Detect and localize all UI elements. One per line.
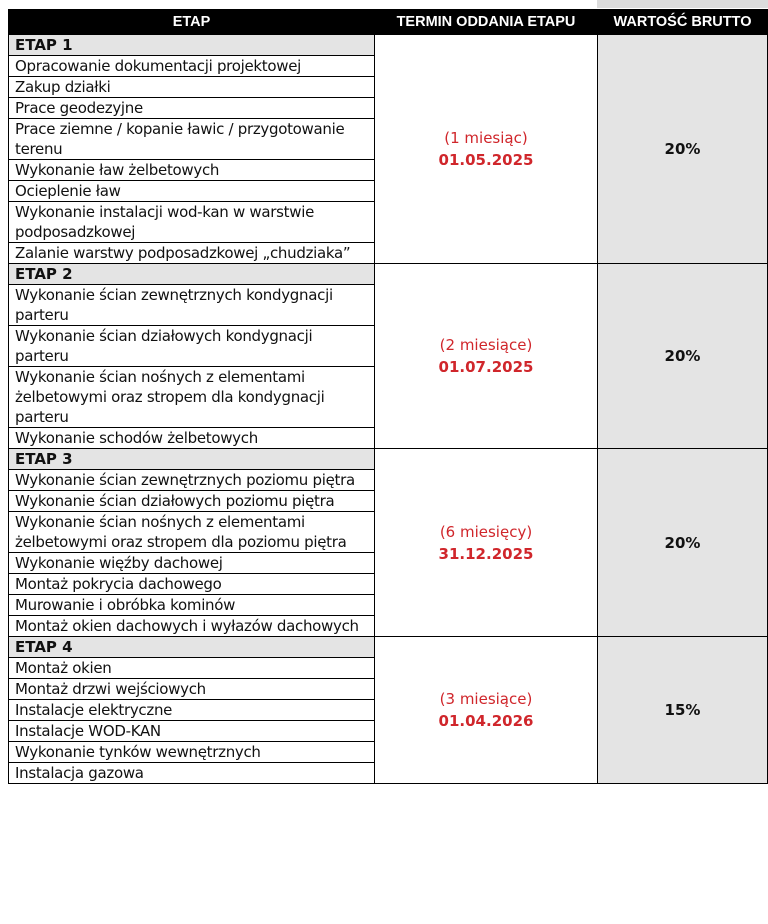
task-item: Zalanie warstwy podposadzkowej „chudziaka” (9, 243, 375, 264)
task-item: Instalacja gazowa (9, 763, 375, 784)
stage-row-4 (9, 637, 768, 658)
stage-value: 20% (598, 449, 768, 637)
task-item: Montaż okien dachowych i wyłazów dachowych (9, 616, 375, 637)
stage-date: 01.04.2026 (438, 712, 534, 730)
stage-row-3 (9, 449, 768, 470)
header-corner-strip (597, 0, 768, 8)
stage-value: 20% (598, 264, 768, 449)
task-item: Opracowanie dokumentacji projektowej (9, 56, 375, 77)
stage-title: ETAP 2 (9, 264, 375, 285)
task-item: Wykonanie schodów żelbetowych (9, 428, 375, 449)
task-item: Instalacje WOD-KAN (9, 721, 375, 742)
stage-title: ETAP 1 (9, 35, 375, 56)
task-item: Wykonanie więźby dachowej (9, 553, 375, 574)
task-item: Prace ziemne / kopanie ławic / przygotowanie terenu (9, 119, 375, 160)
stage-value: 15% (598, 637, 768, 784)
stage-duration: (6 miesięcy) (439, 522, 533, 541)
task-item: Instalacje elektryczne (9, 700, 375, 721)
stage-date: 01.07.2025 (438, 358, 534, 376)
task-item: Wykonanie ław żelbetowych (9, 160, 375, 181)
task-item: Prace geodezyjne (9, 98, 375, 119)
table-header-row (9, 10, 768, 35)
task-item: Wykonanie ścian działowych kondygnacji parteru (9, 326, 375, 367)
task-item: Montaż drzwi wejściowych (9, 679, 375, 700)
header-deadline: TERMIN ODDANIA ETAPU (375, 10, 598, 35)
task-item: Montaż pokrycia dachowego (9, 574, 375, 595)
stages-table (8, 9, 768, 784)
stage-title: ETAP 3 (9, 449, 375, 470)
stage-date: 01.05.2025 (438, 151, 534, 169)
stage-deadline-3 (375, 449, 598, 637)
stage-title: ETAP 4 (9, 637, 375, 658)
task-item: Montaż okien (9, 658, 375, 679)
stage-date: 31.12.2025 (438, 544, 534, 563)
stage-value: 20% (598, 35, 768, 264)
stage-duration: (3 miesiące) (439, 690, 533, 708)
header-stage: ETAP (9, 10, 375, 35)
task-item: Wykonanie ścian zewnętrznych kondygnacji parteru (9, 285, 375, 326)
task-item: Ocieplenie ław (9, 181, 375, 202)
stage-duration: (2 miesiące) (439, 336, 533, 354)
task-item: Zakup działki (9, 77, 375, 98)
task-item: Wykonanie tynków wewnętrznych (9, 742, 375, 763)
task-item: Wykonanie ścian działowych poziomu piętra (9, 491, 375, 512)
stage-deadline-2 (375, 264, 598, 449)
stage-row-2 (9, 264, 768, 285)
task-item: Wykonanie ścian zewnętrznych poziomu piętra (9, 470, 375, 491)
task-item: Murowanie i obróbka kominów (9, 595, 375, 616)
task-item: Wykonanie ścian nośnych z elementami żelbetowymi oraz stropem dla kondygnacji parteru (9, 367, 375, 428)
stage-row-1 (9, 35, 768, 56)
stage-deadline-4 (375, 637, 598, 784)
stage-duration: (1 miesiąc) (444, 129, 528, 147)
task-item: Wykonanie ścian nośnych z elementami żelbetowymi oraz stropem dla poziomu piętra (9, 512, 375, 553)
header-value: WARTOŚĆ BRUTTO (598, 10, 768, 35)
stage-deadline-1 (375, 35, 598, 264)
task-item: Wykonanie instalacji wod-kan w warstwie podposadzkowej (9, 202, 375, 243)
